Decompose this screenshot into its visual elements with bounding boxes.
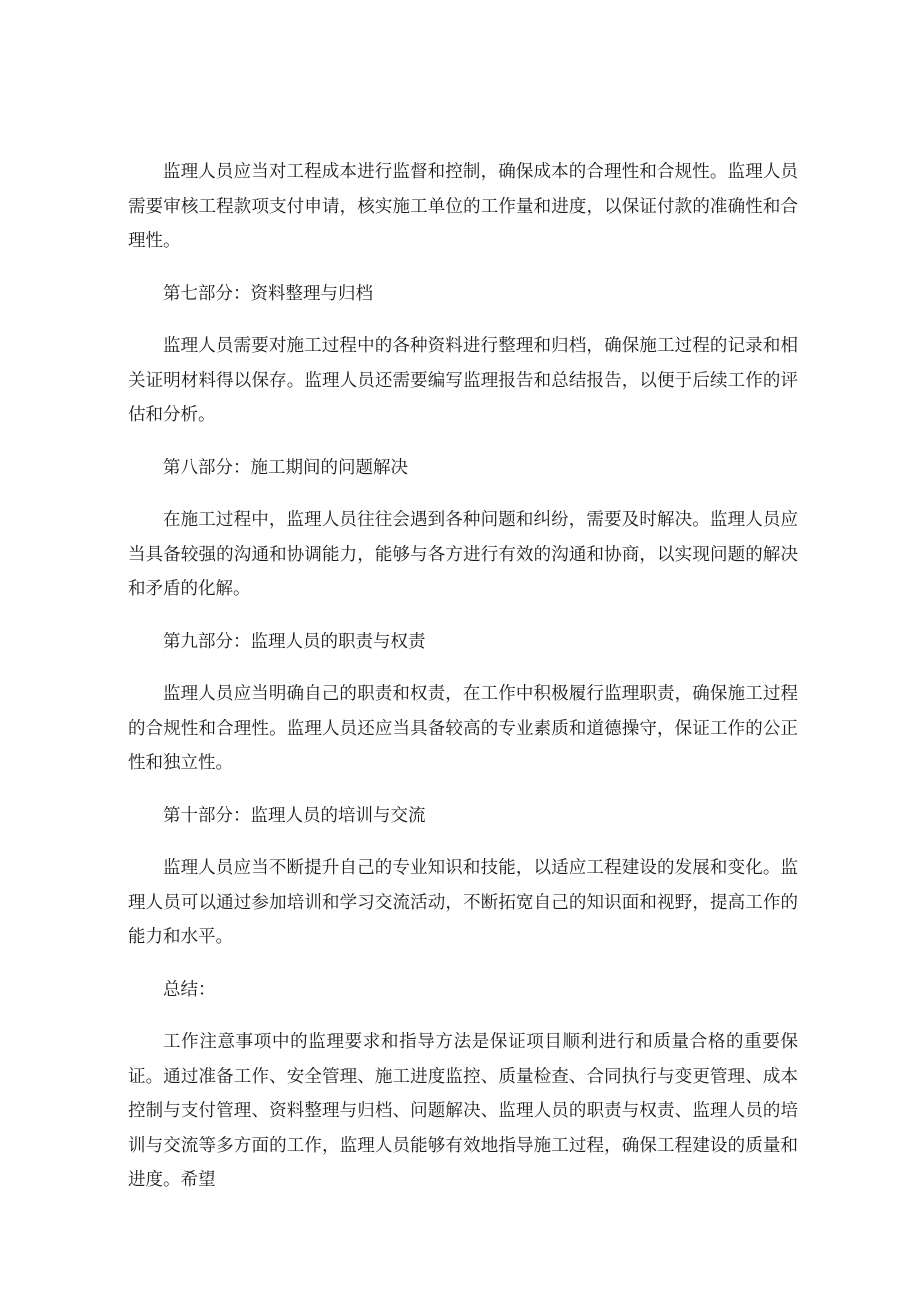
paragraph-archiving: 监理人员需要对施工过程中的各种资料进行整理和归档，确保施工过程的记录和相关证明材料得以保存。监理人员还需要编写监理报告和总结报告，以便于后续工作的评估和分析。 [128, 336, 798, 425]
paragraph-training: 监理人员应当不断提升自己的专业知识和技能，以适应工程建设的发展和变化。监理人员可以通过参加培训和学习交流活动，不断拓宽自己的知识面和视野，提高工作的能力和水平。 [128, 858, 798, 947]
summary-heading: 总结： [163, 979, 216, 1000]
document-body [128, 155, 798, 1216]
paragraph-problem-solving: 在施工过程中，监理人员往往会遇到各种问题和纠纷，需要及时解决。监理人员应当具备较强的沟通和协调能力，能够与各方进行有效的沟通和协商，以实现问题的解决和矛盾的化解。 [128, 510, 798, 599]
section-heading-8: 第八部分：施工期间的问题解决 [163, 457, 408, 478]
section-heading-9: 第九部分：监理人员的职责与权责 [163, 631, 426, 652]
section-heading-7: 第七部分：资料整理与归档 [163, 283, 373, 304]
paragraph-cost-control: 监理人员应当对工程成本进行监督和控制，确保成本的合理性和合规性。监理人员需要审核工程款项支付申请，核实施工单位的工作量和进度，以保证付款的准确性和合理性。 [128, 162, 798, 251]
paragraph-summary: 工作注意事项中的监理要求和指导方法是保证项目顺利进行和质量合格的重要保证。通过准备工作、安全管理、施工进度监控、质量检查、合同执行与变更管理、成本控制与支付管理、资料整理与归档、问题解决、监理人员的职责与权责、监理人员的培训与交流等多方面的工作，监理人员能够有效地指导施工过程，确保工程建设的质量和进度。希望 [128, 1032, 798, 1190]
paragraph-responsibilities: 监理人员应当明确自己的职责和权责，在工作中积极履行监理职责，确保施工过程的合规性和合理性。监理人员还应当具备较高的专业素质和道德操守，保证工作的公正性和独立性。 [128, 684, 798, 773]
section-heading-10: 第十部分：监理人员的培训与交流 [163, 805, 426, 826]
